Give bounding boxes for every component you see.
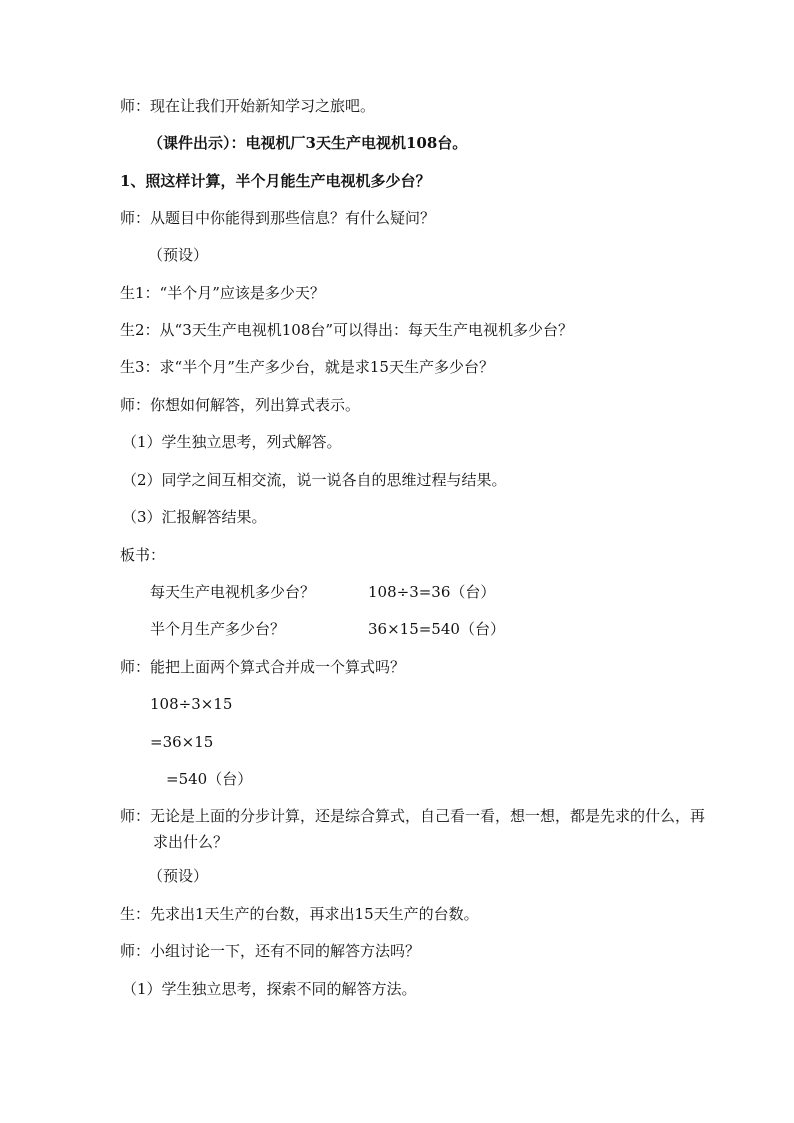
teacher-reflection: 师：无论是上面的分步计算，还是综合算式，自己看一看，想一想，都是先求的什么，再求出什么？: [120, 807, 706, 851]
teacher-group-discussion: 师：小组讨论一下，还有不同的解答方法吗？: [120, 942, 421, 960]
board-equation-2: 36×15=540（台）: [368, 620, 505, 638]
step-explore: （1）学生独立思考，探索不同的解答方法。: [122, 980, 417, 998]
combined-step-2: =540（台）: [166, 770, 253, 788]
student-answer-steps: 生：先求出1天生产的台数，再求出15天生产的台数。: [120, 905, 479, 923]
combined-equation: 108÷3×15: [150, 695, 233, 713]
board-question-1: 每天生产电视机多少台？: [150, 583, 316, 601]
student1-answer: 生1：“半个月”应该是多少天？: [120, 284, 325, 302]
board-label: 板书：: [120, 546, 166, 564]
preset-label-2: （预设）: [148, 867, 209, 885]
preset-label: （预设）: [148, 246, 209, 264]
student3-answer: 生3：求“半个月”生产多少台，就是求15天生产多少台？: [120, 358, 494, 376]
board-question-2: 半个月生产多少台？: [150, 620, 286, 638]
step-2: （2）同学之间互相交流，说一说各自的思维过程与结果。: [122, 471, 507, 489]
teacher-question-info: 师：从题目中你能得到那些信息？有什么疑问？: [120, 209, 436, 227]
board-equation-1: 108÷3=36（台）: [368, 583, 496, 601]
step-3: （3）汇报解答结果。: [122, 508, 267, 526]
teacher-solve-prompt: 师：你想如何解答，列出算式表示。: [120, 396, 361, 414]
step-1: （1）学生独立思考，列式解答。: [122, 433, 342, 451]
combined-step-1: =36×15: [150, 733, 214, 751]
courseware-display: （课件出示）：电视机厂3天生产电视机108台。: [148, 134, 468, 152]
teacher-combine-question: 师：能把上面两个算式合并成一个算式吗？: [120, 658, 406, 676]
problem-heading: 1、照这样计算，半个月能生产电视机多少台？: [120, 172, 431, 190]
teacher-line-intro: 师：现在让我们开始新知学习之旅吧。: [120, 97, 376, 115]
student2-answer: 生2：从“3天生产电视机108台”可以得出：每天生产电视机多少台？: [120, 321, 574, 339]
